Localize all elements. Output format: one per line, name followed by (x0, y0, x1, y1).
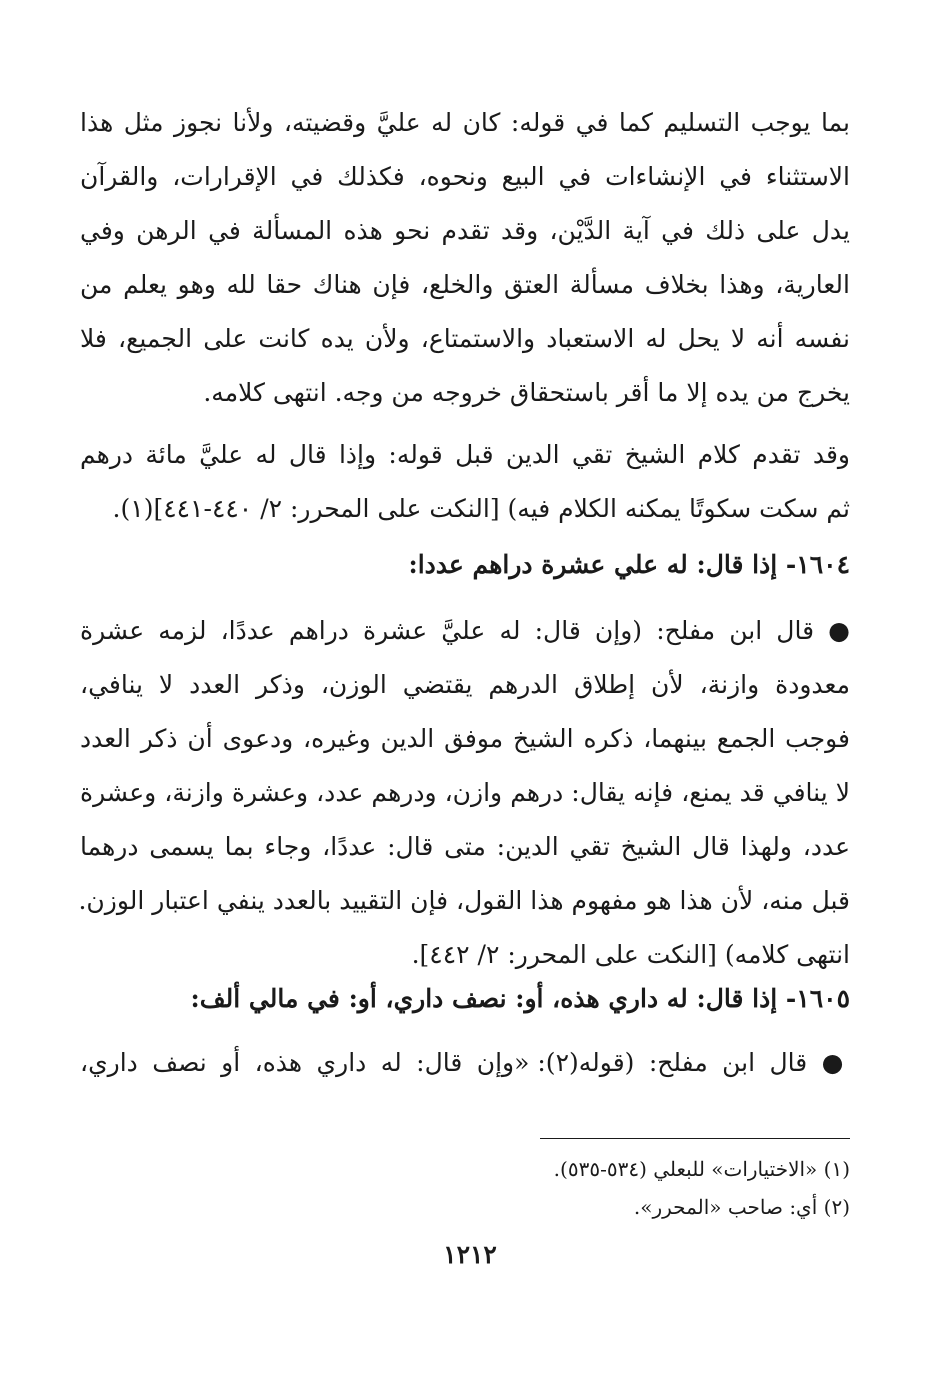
paragraph-4 (80, 1036, 850, 1090)
text-line: معدودة وازنة، لأن إطلاق الدرهم يقتضي الوزن، وذكر العدد لا ينافي، (80, 670, 850, 699)
paragraph-3 (80, 604, 850, 982)
text-line: وقد تقدم كلام الشيخ تقي الدين قبل قوله: وإذا قال له عليَّ مائة درهم (80, 440, 850, 469)
text-line: بما يوجب التسليم كما في قوله: كان له عليَّ وقضيته، ولأنا نجوز مثل هذا (80, 108, 850, 137)
text-line: فوجب الجمع بينهما، ذكره الشيخ موفق الدين وغيره، ودعوى أن ذكر العدد (80, 724, 850, 753)
text-line: ● قال ابن مفلح: (قوله(٢): «وإن قال: له داري هذه، أو نصف داري، (80, 1048, 850, 1077)
footnotes (80, 1150, 850, 1226)
text-line: يخرج من يده إلا ما أقر باستحقاق خروجه من وجه. انتهى كلامه. (203, 378, 850, 407)
paragraph-1 (80, 96, 850, 420)
heading-line: ١٦٠٥- إذا قال: له داري هذه، أو: نصف داري، أو: في مالي ألف: (190, 984, 850, 1013)
text-line: الاستثناء في الإنشاءات في البيع ونحوه، فكذلك في الإقرارات، والقرآن (80, 162, 850, 191)
heading-line: ١٦٠٤- إذا قال: له علي عشرة دراهم عددا: (408, 550, 850, 579)
text-line: انتهى كلامه) [النكت على المحرر: ٢/ ٤٤٢]. (411, 940, 850, 969)
section-heading-1604 (80, 538, 850, 592)
text-line: يدل على ذلك في آية الدَّيْن، وقد تقدم نحو هذه المسألة في الرهن وفي (80, 216, 850, 245)
paragraph-2 (80, 428, 850, 536)
footnote-separator (540, 1138, 850, 1139)
text-line: عدد، ولهذا قال الشيخ تقي الدين: متى قال: عددًا، وجاء بما يسمى درهما (80, 832, 850, 861)
section-heading-1605 (80, 972, 850, 1026)
text-line: العارية، وهذا بخلاف مسألة العتق والخلع، فإن هناك حقا لله وهو يعلم من (80, 270, 850, 299)
text-line: لا ينافي قد يمنع، فإنه يقال: درهم وازن، ودرهم عدد، وعشرة وازنة، وعشرة (80, 778, 850, 807)
text-line: ثم سكت سكوتًا يمكنه الكلام فيه) [النكت على المحرر: ٢/ ٤٤٠-٤٤١](١). (112, 494, 850, 523)
text-line: قبل منه، لأن هذا هو مفهوم هذا القول، فإن التقييد بالعدد ينفي اعتبار الوزن. (78, 886, 850, 915)
text-line: نفسه أنه لا يحل له الاستعباد والاستمتاع، ولأن يده كانت على الجميع، فلا (80, 324, 850, 353)
footnote-2: (٢) أي: صاحب «المحرر». (633, 1195, 850, 1219)
footnote-1: (١) «الاختيارات» للبعلي (٥٣٤-٥٣٥). (553, 1157, 850, 1181)
text-line: ● قال ابن مفلح: (وإن قال: له عليَّ عشرة دراهم عددًا، لزمه عشرة (80, 616, 850, 645)
page-number: ١٢١٢ (443, 1240, 497, 1269)
